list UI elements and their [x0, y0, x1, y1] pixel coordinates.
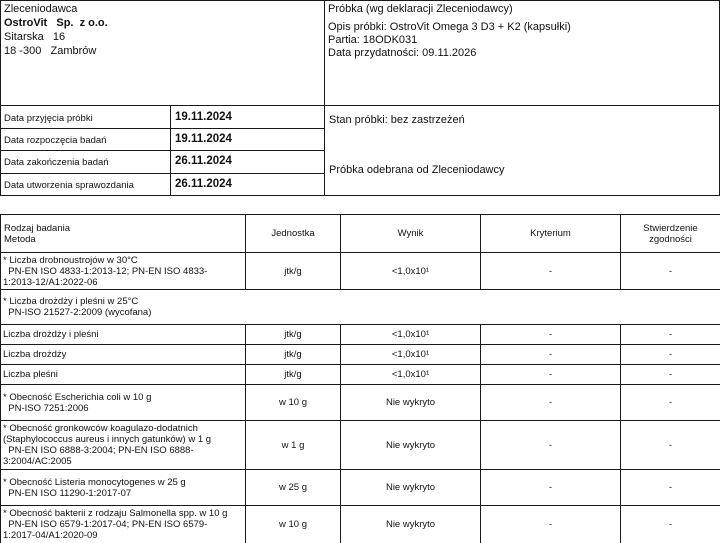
- test-description-line: * Obecność bakterii z rodzaju Salmonella spp. w 10 g: [3, 508, 228, 519]
- sample-origin: Próbka odebrana od Zleceniodawcy: [329, 164, 505, 176]
- table-row: [1, 470, 720, 506]
- cell-unit: jtk/g: [246, 325, 341, 345]
- table-row: [1, 290, 720, 325]
- cell-conformity: -: [621, 470, 720, 506]
- sample-condition: Stan próbki: bez zastrzeżeń: [329, 114, 465, 126]
- table-body: [1, 253, 720, 543]
- header-conformity-line1: Stwierdzenie: [643, 222, 698, 234]
- sample-section: [324, 0, 720, 106]
- cell-result: <1,0x10¹: [341, 345, 481, 365]
- table-row: [1, 253, 720, 290]
- cell-conformity: -: [621, 253, 720, 290]
- date-started-value: 19.11.2024: [175, 133, 232, 145]
- date-report-value: 26.11.2024: [175, 178, 232, 190]
- cell-result: Nie wykryto: [341, 385, 481, 421]
- test-description-line: Liczba drożdży i pleśni: [3, 329, 99, 340]
- test-description: [1, 506, 246, 543]
- test-description-line: * Liczba drobnoustrojów w 30°C: [3, 254, 138, 266]
- test-description-line: 1:2013-12/A1:2022-06: [3, 276, 98, 288]
- test-description-line: PN-ISO 21527-2:2009 (wycofana): [3, 307, 152, 318]
- cell-result: Nie wykryto: [341, 470, 481, 506]
- test-description-line: PN-EN ISO 6579-1:2017-04; PN-EN ISO 6579-: [3, 519, 208, 530]
- test-description-line: * Liczba drożdży i pleśni w 25°C: [3, 296, 139, 307]
- cell-conformity: -: [621, 365, 720, 385]
- table-row: [1, 365, 720, 385]
- client-street: Sitarska 16: [4, 31, 66, 43]
- test-description-line: Liczba pleśni: [3, 369, 58, 380]
- cell-conformity: -: [621, 325, 720, 345]
- divider: [1, 150, 325, 151]
- header-criterion: Kryterium: [481, 215, 621, 253]
- test-description-line: * Obecność Escherichia coli w 10 g: [3, 391, 152, 403]
- sample-batch: Partia: 18ODK031: [328, 34, 418, 46]
- cell-criterion: -: [481, 253, 621, 290]
- client-heading: Zleceniodawca: [4, 3, 78, 15]
- header-conformity: [621, 215, 720, 253]
- header-test-type-line1: Rodzaj badania: [4, 222, 71, 234]
- cell-criterion: -: [481, 470, 621, 506]
- table-row: [1, 385, 720, 421]
- date-received-value: 19.11.2024: [175, 111, 232, 123]
- cell-result: <1,0x10¹: [341, 365, 481, 385]
- cell-conformity: -: [621, 345, 720, 365]
- client-section: [0, 0, 325, 106]
- date-started-label: Data rozpoczęcia badań: [4, 135, 107, 146]
- cell-conformity: -: [621, 421, 720, 470]
- cell-conformity: -: [621, 385, 720, 421]
- table-header-row: [1, 215, 720, 253]
- cell-criterion: -: [481, 365, 621, 385]
- sample-description: Opis próbki: OstroVit Omega 3 D3 + K2 (kapsułki): [328, 21, 571, 33]
- dates-section: [0, 105, 720, 196]
- test-description-line: 3:2004/AC:2005: [3, 456, 72, 467]
- test-description: [1, 253, 246, 290]
- cell-unit: jtk/g: [246, 345, 341, 365]
- date-report-label: Data utworzenia sprawozdania: [4, 180, 134, 191]
- client-city: 18 -300 Zambrów: [4, 45, 97, 57]
- results-table: [0, 214, 720, 543]
- cell-unit: jtk/g: [246, 365, 341, 385]
- test-description-line: PN-EN ISO 6888-3:2004; PN-EN ISO 6888-: [3, 445, 194, 456]
- test-description: [1, 290, 720, 325]
- cell-criterion: -: [481, 325, 621, 345]
- test-description: [1, 345, 246, 365]
- cell-conformity: -: [621, 506, 720, 543]
- test-description-line: Liczba drożdży: [3, 349, 67, 360]
- cell-unit: w 25 g: [246, 470, 341, 506]
- cell-unit: w 1 g: [246, 421, 341, 470]
- header-conformity-line2: zgodności: [649, 233, 692, 245]
- test-description-line: * Obecność Listeria monocytogenes w 25 g: [3, 476, 186, 488]
- test-description-line: PN-EN ISO 11290-1:2017-07: [3, 487, 132, 499]
- test-description-line: PN-ISO 7251:2006: [3, 402, 89, 414]
- cell-result: Nie wykryto: [341, 506, 481, 543]
- cell-unit: w 10 g: [246, 506, 341, 543]
- cell-result: <1,0x10¹: [341, 253, 481, 290]
- header-test-type-line2: Metoda: [4, 233, 36, 245]
- date-finished-value: 26.11.2024: [175, 155, 232, 167]
- test-description: [1, 470, 246, 506]
- cell-result: Nie wykryto: [341, 421, 481, 470]
- date-finished-label: Data zakończenia badań: [4, 157, 109, 168]
- test-description: [1, 421, 246, 470]
- test-description-line: (Staphylococcus aureus i innych gatunków) w 1 g: [3, 434, 212, 445]
- table-row: [1, 345, 720, 365]
- header-test-type: [1, 215, 246, 253]
- header-result: Wynik: [341, 215, 481, 253]
- table-row: [1, 325, 720, 345]
- test-description-line: 1:2017-04/A1:2020-09: [3, 530, 98, 541]
- table-row: [1, 506, 720, 543]
- test-description: [1, 385, 246, 421]
- cell-criterion: -: [481, 385, 621, 421]
- test-description: [1, 325, 246, 345]
- sample-expiry: Data przydatności: 09.11.2026: [328, 47, 477, 59]
- test-description-line: * Obecność gronkowców koagulazo-dodatnich: [3, 423, 198, 434]
- cell-unit: jtk/g: [246, 253, 341, 290]
- divider: [1, 173, 325, 174]
- cell-unit: w 10 g: [246, 385, 341, 421]
- date-received-label: Data przyjęcia próbki: [4, 113, 93, 124]
- client-name: OstroVit Sp. z o.o.: [4, 17, 108, 29]
- cell-criterion: -: [481, 421, 621, 470]
- cell-criterion: -: [481, 345, 621, 365]
- divider: [1, 128, 325, 129]
- cell-result: <1,0x10¹: [341, 325, 481, 345]
- table-row: [1, 421, 720, 470]
- header-unit: Jednostka: [246, 215, 341, 253]
- sample-heading: Próbka (wg deklaracji Zleceniodawcy): [328, 3, 513, 15]
- test-description: [1, 365, 246, 385]
- test-description-line: PN-EN ISO 4833-1:2013-12; PN-EN ISO 4833-: [3, 265, 208, 277]
- cell-criterion: -: [481, 506, 621, 543]
